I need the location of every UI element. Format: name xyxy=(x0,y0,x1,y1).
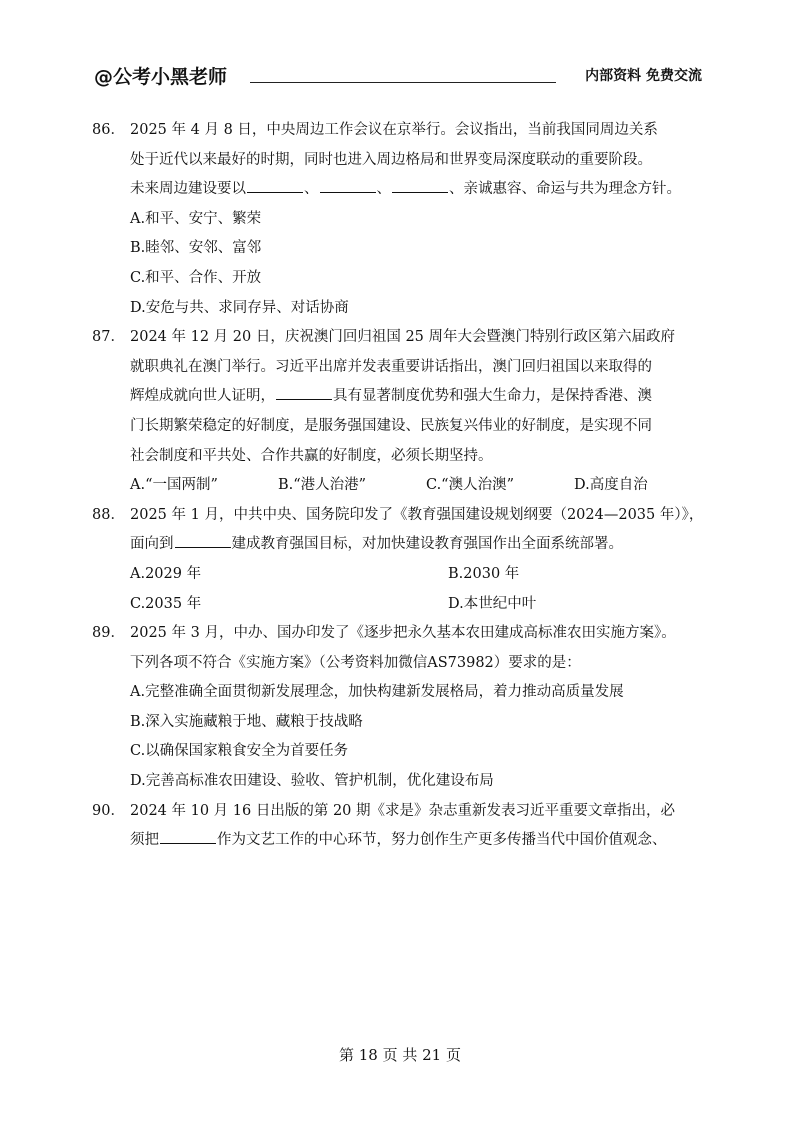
option-a: A.和平、安宁、繁荣 xyxy=(130,210,262,227)
option-c: C.“澳人治澳” xyxy=(426,477,515,494)
question-text-line: 2025 年 3 月，中办、国办印发了《逐步把永久基本农田建成高标准农田实施方案》。 xyxy=(130,625,676,642)
option-b: B.深入实施藏粮于地、藏粮于技战略 xyxy=(130,713,363,730)
header-rule xyxy=(250,82,556,83)
option-a: A.完整准确全面贯彻新发展理念，加快构建新发展格局，着力推动高质量发展 xyxy=(130,684,624,701)
options-row xyxy=(130,471,712,501)
question-90 xyxy=(92,797,712,856)
answer-blank xyxy=(247,177,303,193)
question-number: 88． xyxy=(92,506,125,523)
question-text-line: 2025 年 1 月，中共中央、国务院印发了《教育强国建设规划纲要（2024—2035 年）》， xyxy=(130,506,704,523)
option-d: D.安危与共、求同存异、对话协商 xyxy=(130,299,349,316)
header-author: @公考小黑老师 xyxy=(94,66,228,88)
option-d: D.完善高标准农田建设、验收、管护机制，优化建设布局 xyxy=(130,773,494,790)
option-d: D.高度自治 xyxy=(574,477,648,494)
question-text-line: 就职典礼在澳门举行。习近平出席并发表重要讲话指出，澳门回归祖国以来取得的 xyxy=(130,358,652,375)
question-89 xyxy=(92,619,712,797)
answer-blank xyxy=(320,177,376,193)
question-87 xyxy=(92,323,712,501)
answer-blank xyxy=(175,532,231,548)
question-88 xyxy=(92,501,712,619)
answer-blank xyxy=(160,828,216,844)
option-c: C.和平、合作、开放 xyxy=(130,269,262,286)
answer-blank xyxy=(276,384,332,400)
option-c: C.以确保国家粮食安全为首要任务 xyxy=(130,743,349,760)
answer-blank xyxy=(392,177,448,193)
question-text-line: 2024 年 12 月 20 日，庆祝澳门回归祖国 25 周年大会暨澳门特别行政区第六届政府 xyxy=(130,329,676,346)
option-b: B.“港人治港” xyxy=(278,477,367,494)
question-number: 89． xyxy=(92,625,125,642)
header-note: 内部资料 免费交流 xyxy=(585,68,702,84)
question-text-line: 门长期繁荣稳定的好制度，是服务强国建设、民族复兴伟业的好制度，是实现不同 xyxy=(130,417,652,434)
question-blank-line: 面向到 建成教育强国目标，对加快建设教育强国作出全面系统部署。 xyxy=(130,530,712,560)
question-blank-line: 须把 作为文艺工作的中心环节，努力创作生产更多传播当代中国价值观念、 xyxy=(130,826,712,856)
option-a: A.“一国两制” xyxy=(130,477,218,494)
question-number: 87． xyxy=(92,329,125,346)
page-header xyxy=(94,62,702,88)
question-number: 86． xyxy=(92,122,125,138)
options-row xyxy=(130,590,712,620)
question-86 xyxy=(92,116,712,323)
option-b: B.睦邻、安邻、富邻 xyxy=(130,240,262,257)
question-text-line: 处于近代以来最好的时期，同时也进入周边格局和世界变局深度联动的重要阶段。 xyxy=(130,151,652,168)
question-text-line: 社会制度和平共处、合作共赢的好制度，必须长期坚持。 xyxy=(130,447,493,464)
question-blank-line: 未来周边建设要以 、 、 、亲诚惠容、命运与共为理念方针。 xyxy=(130,175,712,205)
option-c: C.2035 年 xyxy=(130,595,202,612)
question-text-line: 下列各项不符合《实施方案》（公考资料加微信AS73982）要求的是： xyxy=(130,654,581,671)
question-text-line: 2024 年 10 月 16 日出版的第 20 期《求是》杂志重新发表习近平重要文章指出，必 xyxy=(130,802,676,819)
option-a: A.2029 年 xyxy=(130,565,202,582)
options-row xyxy=(130,560,712,590)
question-number: 90． xyxy=(92,802,125,819)
option-d: D.本世纪中叶 xyxy=(448,595,537,612)
option-b: B.2030 年 xyxy=(448,565,520,582)
page-footer: 第 18 页 共 21 页 xyxy=(338,1046,461,1064)
question-list xyxy=(92,116,712,856)
question-blank-line: 辉煌成就向世人证明， 具有显著制度优势和强大生命力，是保持香港、澳 xyxy=(130,382,712,412)
question-text-line: 2025 年 4 月 8 日，中央周边工作会议在京举行。会议指出，当前我国同周边关系 xyxy=(130,122,658,138)
